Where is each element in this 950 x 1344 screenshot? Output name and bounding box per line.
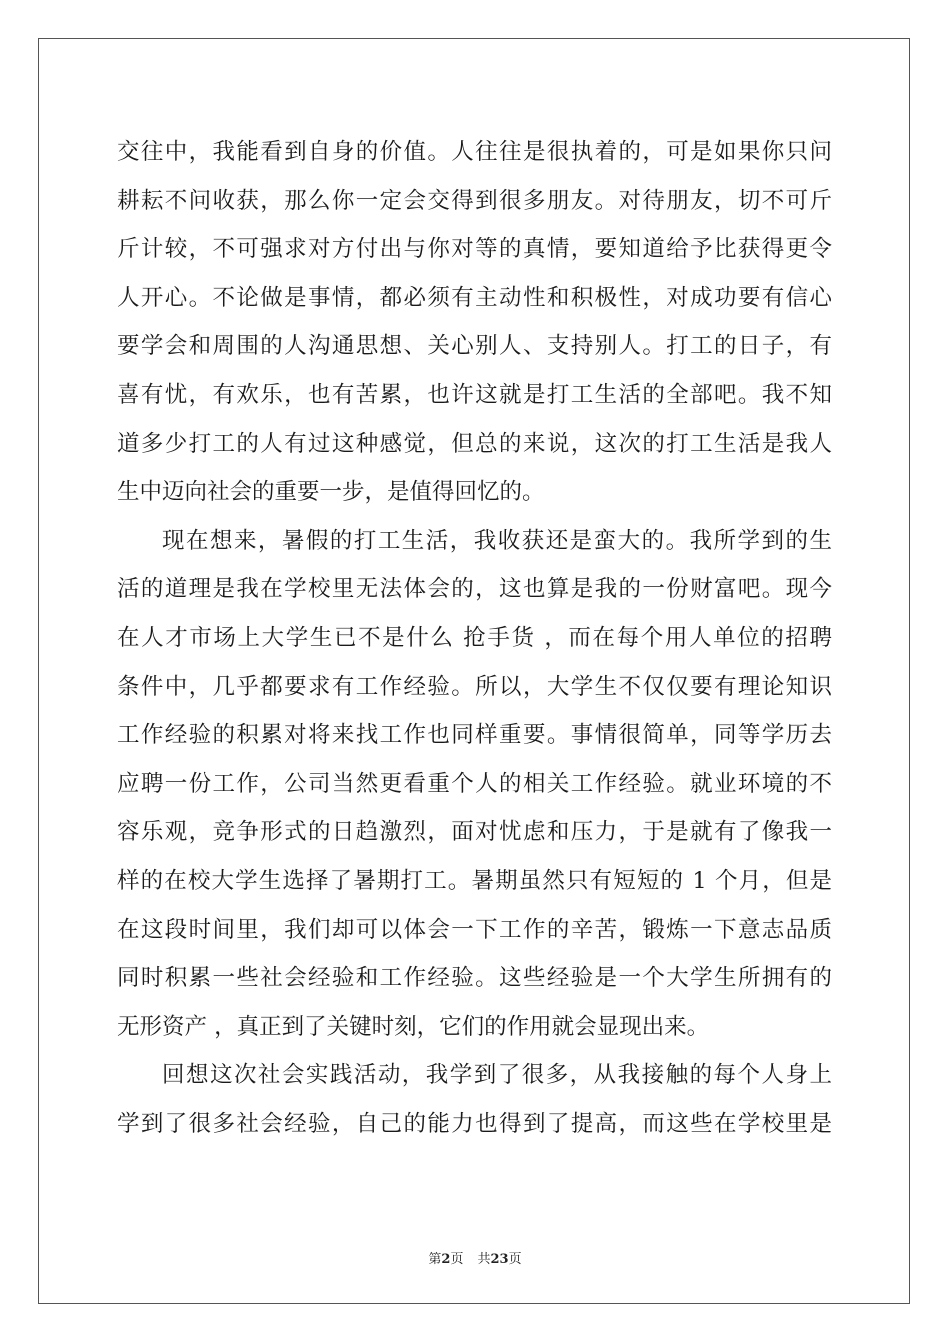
text-line: 应聘一份工作，公司当然更看重个人的相关工作经验。就业环境的不 — [117, 770, 832, 797]
text-line: 生中迈向社会的重要一步，是值得回忆的。 — [117, 479, 545, 506]
text-line: 要学会和周围的人沟通思想、关心别人、支持别人。打工的日子，有 — [117, 333, 832, 360]
text-line: 交往中，我能看到自身的价值。人往往是很执着的，可是如果你只问 — [117, 139, 832, 165]
text-line: 人开心。不论做是事情，都必须有主动性和积极性，对成功要有信心 — [117, 284, 832, 311]
text-line: 工作经验的积累对将来找工作也同样重要。事情很简单，同等学历去 — [117, 722, 832, 749]
text-line: 耕耘不问收获，那么你一定会交得到很多朋友。对待朋友，切不可斤 — [117, 187, 832, 214]
text-line: 在人才市场上大学生已不是什么 抢手货 ，而在每个用人单位的招聘 — [117, 624, 832, 651]
text-line: 喜有忧，有欢乐，也有苦累，也许这就是打工生活的全部吧。我不知 — [117, 381, 832, 408]
text-line: 同时积累一些社会经验和工作经验。这些经验是一个大学生所拥有的 — [117, 965, 832, 992]
text-line: 回想这次社会实践活动，我学到了很多，从我接触的每个人身上 — [162, 1062, 832, 1089]
page-prefix: 第 — [428, 1252, 442, 1267]
total-suffix: 页 — [508, 1252, 522, 1267]
text-line: 在这段时间里，我们却可以体会一下工作的辛苦，锻炼一下意志品质 — [117, 916, 832, 943]
text-line: 学到了很多社会经验，自己的能力也得到了提高，而这些在学校里是 — [117, 1110, 832, 1137]
text-line: 无形资产 ，真正到了关键时刻，它们的作用就会显现出来。 — [117, 1013, 710, 1040]
text-line: 样的在校大学生选择了暑期打工。暑期虽然只有短短的 1 个月，但是 — [117, 867, 832, 894]
page-footer — [0, 1248, 950, 1267]
page-suffix: 页 — [450, 1252, 464, 1267]
document-body — [117, 128, 832, 1148]
total-prefix: 共 — [477, 1252, 491, 1267]
text-line: 条件中，几乎都要求有工作经验。所以，大学生不仅仅要有理论知识 — [117, 673, 832, 700]
text-line: 现在想来，暑假的打工生活，我收获还是蛮大的。我所学到的生 — [162, 527, 832, 554]
page-number: 2 — [441, 1252, 451, 1267]
text-line: 斤计较，不可强求对方付出与你对等的真情，要知道给予比获得更令 — [117, 236, 832, 263]
text-line: 道多少打工的人有过这种感觉，但总的来说，这次的打工生活是我人 — [117, 430, 832, 457]
text-line: 容乐观，竞争形式的日趋激烈，面对忧虑和压力，于是就有了像我一 — [117, 819, 832, 846]
total-pages: 23 — [490, 1252, 509, 1267]
text-line: 活的道理是我在学校里无法体会的，这也算是我的一份财富吧。现今 — [117, 576, 832, 603]
